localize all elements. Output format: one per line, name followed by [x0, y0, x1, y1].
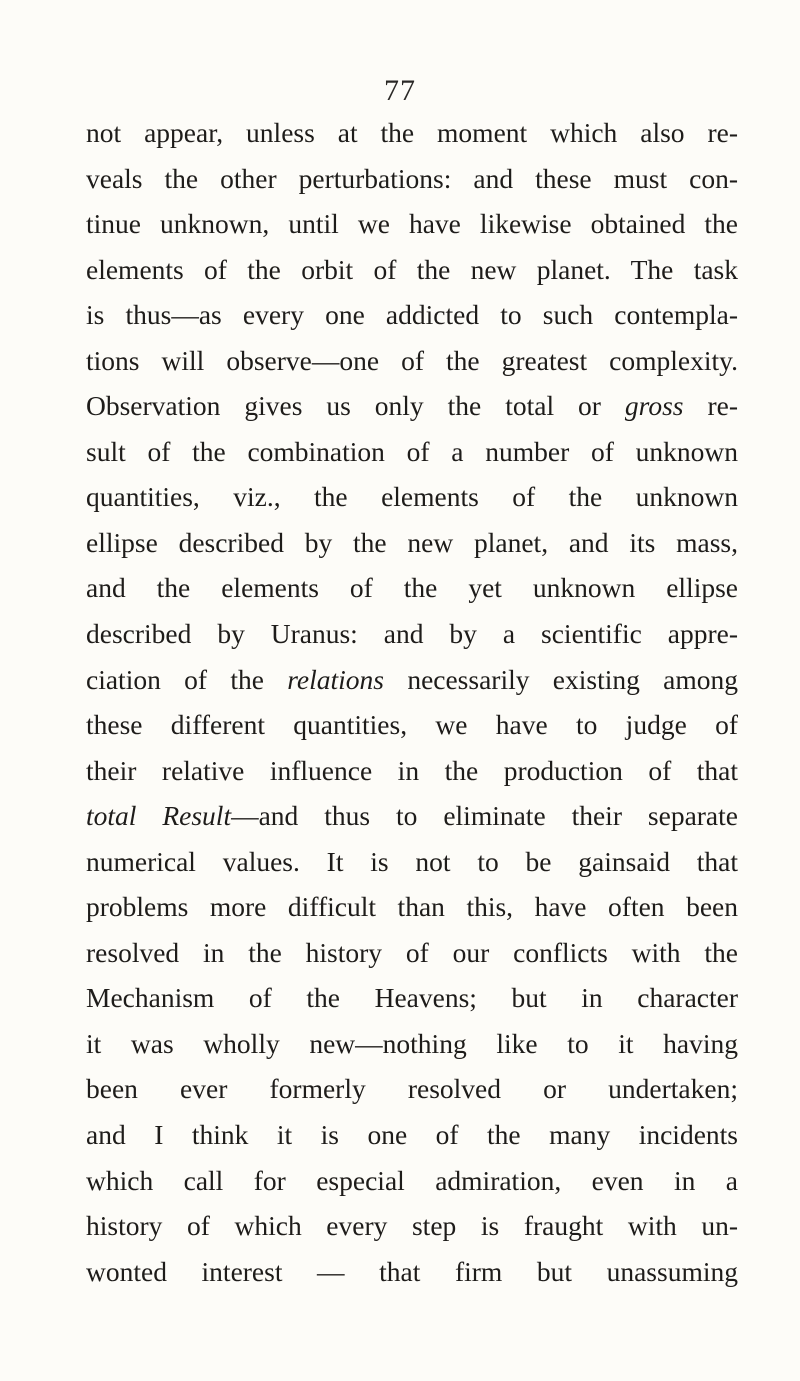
text-line: [86, 1158, 738, 1204]
text-segment: quantities, viz., the elements of the unknown: [86, 481, 738, 513]
text-segment: problems more difficult than this, have often been: [86, 891, 738, 923]
italic-phrase: total Result: [86, 800, 232, 832]
text-line: [86, 383, 738, 429]
text-line: [86, 611, 738, 657]
text-segment: Observation gives us only the total or: [86, 390, 625, 422]
italic-phrase: gross: [624, 390, 684, 422]
text-segment: these different quantities, we have to judge of: [86, 709, 738, 741]
text-line: [86, 884, 738, 930]
text-segment: and the elements of the yet unknown ellipse: [86, 572, 738, 604]
text-segment: been ever formerly resolved or undertaken;: [86, 1073, 738, 1105]
text-segment: ciation of the: [86, 663, 288, 695]
text-line: [86, 1066, 738, 1112]
text-line: [86, 338, 738, 384]
body-text: [86, 110, 738, 1294]
text-line: [86, 1203, 738, 1249]
text-segment: necessarily existing among: [384, 663, 738, 695]
text-segment: history of which every step is fraught with un-: [86, 1210, 738, 1242]
text-segment: tions will observe—one of the greatest complexity.: [86, 344, 738, 376]
text-line: [86, 156, 738, 202]
text-segment: their relative influence in the production of that: [86, 754, 738, 786]
text-segment: described by Uranus: and by a scientific appre-: [86, 618, 738, 650]
text-segment: resolved in the history of our conflicts with the: [86, 936, 738, 968]
text-segment: is thus—as every one addicted to such contempla-: [86, 299, 738, 331]
text-segment: tinue unknown, until we have likewise obtained the: [86, 208, 738, 240]
text-segment: —and thus to eliminate their separate: [231, 800, 738, 832]
text-line: [86, 930, 738, 976]
text-line: [86, 110, 738, 156]
text-line: [86, 1021, 738, 1067]
text-line: [86, 793, 738, 839]
text-line: [86, 748, 738, 794]
text-segment: veals the other perturbations: and these must con-: [86, 162, 738, 194]
italic-phrase: relations: [287, 663, 385, 695]
text-line: [86, 201, 738, 247]
text-segment: ellipse described by the new planet, and its mass,: [86, 526, 738, 558]
text-line: [86, 1249, 738, 1295]
text-line: [86, 839, 738, 885]
text-line: [86, 292, 738, 338]
text-line: [86, 702, 738, 748]
text-segment: re-: [683, 390, 738, 422]
text-line: [86, 565, 738, 611]
text-segment: wonted interest — that firm but unassuming: [86, 1255, 738, 1287]
text-segment: which call for especial admiration, even in a: [86, 1164, 738, 1196]
text-segment: sult of the combination of a number of unknown: [86, 435, 738, 467]
text-segment: numerical values. It is not to be gainsaid that: [86, 845, 738, 877]
text-line: [86, 474, 738, 520]
text-segment: elements of the orbit of the new planet. The task: [86, 253, 738, 285]
text-line: [86, 657, 738, 703]
text-segment: not appear, unless at the moment which also re-: [86, 117, 738, 148]
text-segment: and I think it is one of the many incidents: [86, 1119, 738, 1151]
text-line: [86, 520, 738, 566]
page-number: 77: [384, 74, 416, 107]
text-line: [86, 429, 738, 475]
text-segment: Mechanism of the Heavens; but in character: [86, 982, 738, 1014]
text-segment: it was wholly new—nothing like to it having: [86, 1027, 738, 1059]
text-line: [86, 975, 738, 1021]
text-line: [86, 247, 738, 293]
text-line: [86, 1112, 738, 1158]
